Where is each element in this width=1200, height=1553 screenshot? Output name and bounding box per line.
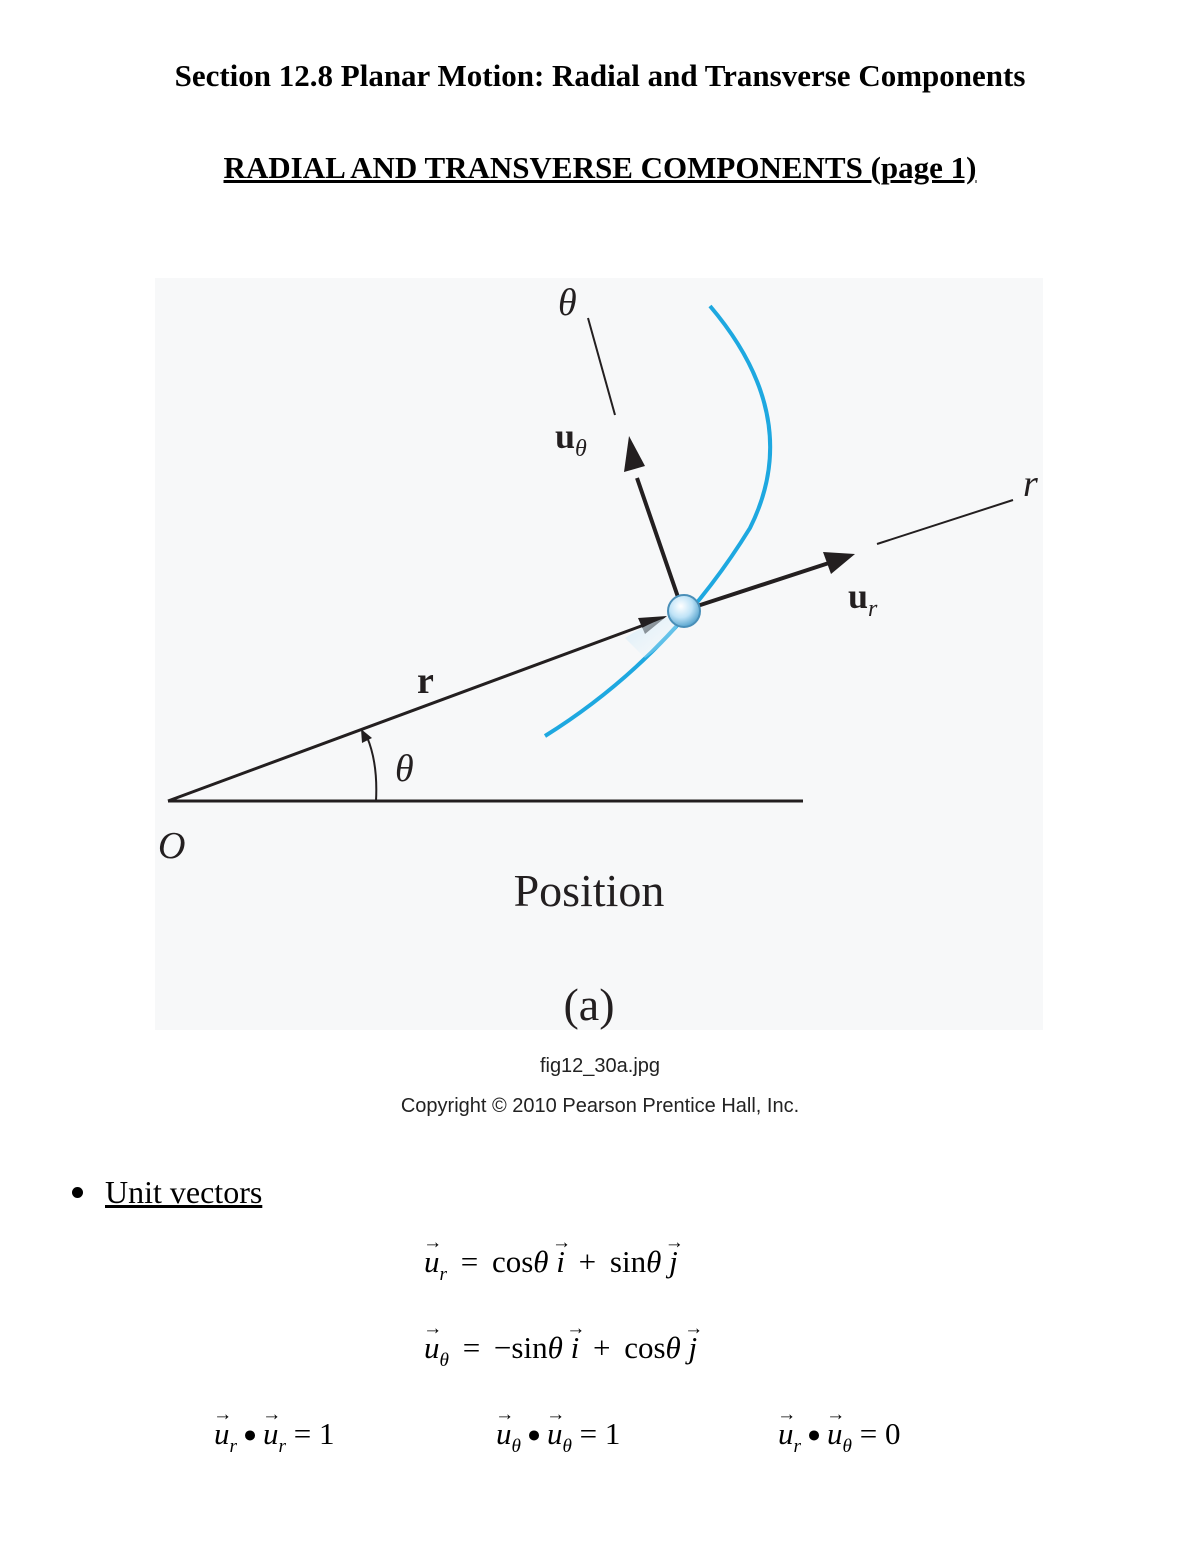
r-axis-label: r bbox=[1023, 463, 1038, 505]
dot3-b: → u bbox=[827, 1416, 843, 1452]
equation-dot-theta-theta bbox=[496, 1416, 620, 1458]
u-r-sub: r bbox=[868, 596, 878, 622]
section-title: Section 12.8 Planar Motion: Radial and Transverse Components bbox=[174, 58, 1026, 93]
eq-ur-sin: sin bbox=[609, 1244, 647, 1279]
figure-caption: Position bbox=[513, 865, 665, 916]
bullet-text: Unit vectors bbox=[105, 1174, 263, 1210]
dot2-b: → u bbox=[547, 1416, 563, 1452]
eq-ut-i: → i bbox=[571, 1330, 580, 1366]
eq-ur-cos: cos bbox=[491, 1244, 534, 1279]
transverse-unit-vector-line bbox=[637, 478, 679, 600]
equation-dot-r-theta bbox=[778, 1416, 900, 1458]
u-r-label bbox=[848, 576, 878, 622]
theta-axis-label: θ bbox=[558, 282, 577, 324]
eq-ut-lhs-sub: θ bbox=[439, 1350, 449, 1372]
u-theta-bold: u bbox=[555, 416, 576, 456]
eq-ur-sin-arg: θ bbox=[646, 1244, 662, 1279]
angle-label: θ bbox=[395, 748, 414, 790]
dot2-bullet: ● bbox=[526, 1422, 541, 1448]
equation-u-r bbox=[424, 1244, 678, 1286]
bullet-dot-icon bbox=[72, 1187, 83, 1198]
dot1-a-sub: r bbox=[229, 1436, 237, 1458]
eq-ur-lhs: → u bbox=[424, 1244, 440, 1280]
dot2-a: → u bbox=[496, 1416, 512, 1452]
eq-ur-cos-arg: θ bbox=[533, 1244, 549, 1279]
eq-ut-sin-arg: θ bbox=[547, 1330, 563, 1365]
figure-copyright: Copyright © 2010 Pearson Prentice Hall, Inc. bbox=[400, 1095, 800, 1117]
dot2-b-sub: θ bbox=[562, 1436, 572, 1458]
dot2-rhs: = 1 bbox=[579, 1416, 621, 1451]
eq-ur-equals: = bbox=[460, 1244, 479, 1279]
figure-filename: fig12_30a.jpg bbox=[539, 1055, 661, 1077]
eq-ut-plus: + bbox=[592, 1330, 611, 1365]
dot3-a: → u bbox=[778, 1416, 794, 1452]
eq-ut-sin: −sin bbox=[493, 1330, 548, 1365]
angle-arc-arrowhead bbox=[361, 729, 372, 743]
dot1-b-sub: r bbox=[278, 1436, 287, 1458]
radial-axis-line bbox=[877, 500, 1013, 544]
dot3-rhs: = 0 bbox=[859, 1416, 901, 1451]
angle-arc bbox=[367, 737, 376, 801]
dot1-a: → u bbox=[214, 1416, 230, 1452]
page-heading: RADIAL AND TRANSVERSE COMPONENTS (page 1) bbox=[223, 150, 977, 185]
eq-ur-lhs-sub: r bbox=[439, 1264, 447, 1286]
dot3-bullet: ● bbox=[806, 1422, 822, 1448]
particle bbox=[668, 595, 700, 627]
bullet-item bbox=[72, 1174, 262, 1211]
dot1-rhs: = 1 bbox=[293, 1416, 335, 1451]
eq-ut-lhs: → u bbox=[424, 1330, 440, 1366]
dot2-a-sub: θ bbox=[511, 1436, 521, 1458]
figure-diagram bbox=[155, 278, 1043, 1030]
u-theta-sub: θ bbox=[575, 436, 587, 462]
radial-unit-vector-arrowhead bbox=[823, 552, 855, 574]
transverse-axis-line bbox=[588, 318, 615, 415]
transverse-unit-vector-arrowhead bbox=[624, 436, 645, 472]
eq-ur-plus: + bbox=[578, 1244, 597, 1279]
origin-label: O bbox=[158, 825, 186, 867]
u-r-bold: u bbox=[848, 576, 869, 616]
dot1-bullet: ● bbox=[242, 1422, 258, 1448]
eq-ut-j: → j bbox=[689, 1330, 698, 1366]
eq-ur-i: → i bbox=[556, 1244, 565, 1280]
dot3-a-sub: r bbox=[793, 1436, 801, 1458]
eq-ut-equals: = bbox=[462, 1330, 481, 1365]
u-theta-label bbox=[555, 416, 587, 462]
figure bbox=[155, 278, 1043, 1030]
dot3-b-sub: θ bbox=[842, 1436, 852, 1458]
equation-u-theta bbox=[424, 1330, 697, 1372]
eq-ur-j: → j bbox=[669, 1244, 678, 1280]
position-vector-label: r bbox=[417, 660, 434, 702]
particle-path bbox=[545, 306, 770, 736]
equation-dot-r-r bbox=[214, 1416, 335, 1458]
eq-ut-cos-arg: θ bbox=[665, 1330, 681, 1365]
dot1-b: → u bbox=[263, 1416, 279, 1452]
figure-part-label: (a) bbox=[563, 979, 615, 1030]
radial-unit-vector-line bbox=[682, 561, 835, 611]
eq-ut-cos: cos bbox=[624, 1330, 666, 1365]
